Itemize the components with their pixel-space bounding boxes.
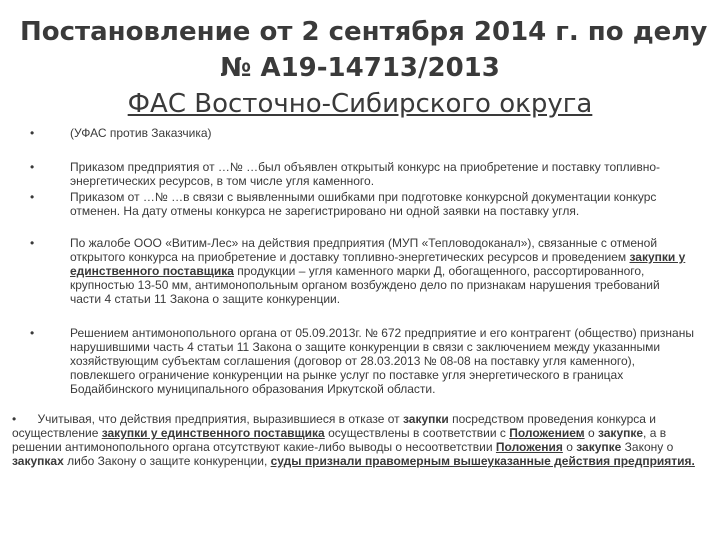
- emph-zakupkah: закупках: [12, 454, 64, 468]
- bullet-icon: •: [30, 126, 35, 140]
- conclusion-text: о: [584, 426, 598, 440]
- conclusion-text: Учитывая, что действия предприятия, выразившиеся в отказе от: [37, 412, 403, 426]
- emph-polozheniya: Положения: [495, 440, 563, 454]
- bullet-icon: •: [30, 236, 35, 250]
- bullet-icon: •: [30, 160, 35, 174]
- conclusion-text: , а в решении антимонопольного органа отсутствуют какие-либо выводы о несоответствии: [12, 426, 667, 454]
- slide-body: [12, 126, 695, 468]
- emph-zakupki: закупки: [402, 412, 449, 426]
- item-text: Решением антимонопольного органа от 05.09.2013г. № 672 предприятие и его контрагент (общество) признаны нарушившими часть 4 статьи 11 Закона о защите конкуренции в связи с заключением между указанными хозяйствующим субъектам соглашения (договор от 28.03.2013 № 08-08 на поставку угля каменного), повлекшего ограничение конкуренции на рынке услуг по поставке угля энергетического в границах Бодайбинского муниципального образования Иркутской области.: [70, 326, 694, 396]
- item-text-a: По жалобе ООО «Витим-Лес» на действия предприятия (МУП «Тепловодоканал»), связанные с отменой открытого конкурса на приобретение и доставку топливно-энергетических ресурсов и проведением: [70, 236, 658, 264]
- list-item: [30, 190, 694, 218]
- item-text: Приказом от …№ …в связи с выявленными ошибками при подготовке конкурсной документации конкурс отменен. На дату отмены конкурса не зарегистрировано ни одной заявки на поставку угля.: [70, 190, 657, 218]
- emph-zakupke-2: закупке: [576, 440, 622, 454]
- title-line-3: ФАС Восточно-Сибирского округа: [127, 89, 593, 119]
- title-line-1: Постановление от 2 сентября 2014 г. по делу: [20, 17, 708, 47]
- slide-title: [20, 14, 708, 122]
- emph-polozheniem: Положением: [509, 426, 585, 440]
- bullet-icon: •: [30, 190, 35, 204]
- list-item: [30, 126, 694, 140]
- list-item: [30, 236, 694, 306]
- conclusion-text: посредством проведения конкурса и осуществление: [12, 412, 657, 440]
- item-text: (УФАС против Заказчика): [70, 126, 212, 140]
- item-text-emphasis: закупки у единственного поставщика: [70, 250, 686, 278]
- emph-single-supplier: закупки у единственного поставщика: [101, 426, 325, 440]
- conclusion-text: о: [562, 440, 577, 454]
- bullet-icon: •: [30, 326, 35, 340]
- conclusion-text: Закону о: [621, 440, 674, 454]
- conclusion-text: осуществлены в соответствии с: [324, 426, 510, 440]
- title-line-2: № А19-14713/2013: [220, 53, 500, 83]
- item-text: Приказом предприятия от …№ …был объявлен открытый конкурс на приобретение и поставку топливно-энергетических ресурсов, в том числе угля каменного.: [70, 160, 661, 188]
- list-item: [30, 326, 694, 396]
- emph-zakupke: закупке: [597, 426, 644, 440]
- emph-court-decision: суды признали правомерным вышеуказанные действия предприятия.: [270, 454, 695, 468]
- bullet-icon: •: [12, 412, 17, 426]
- conclusion-paragraph: [12, 412, 702, 468]
- conclusion-text: либо Закону о защите конкуренции,: [63, 454, 271, 468]
- list-item: [30, 160, 694, 188]
- item-text-b: продукции – угля каменного марки Д, обогащенного, рассортированного, крупностью 13-50 мм, антимонопольным органом возбуждено дело по признакам нарушения требований части 4 статьи 11 Закона о защите конкуренции.: [70, 264, 660, 306]
